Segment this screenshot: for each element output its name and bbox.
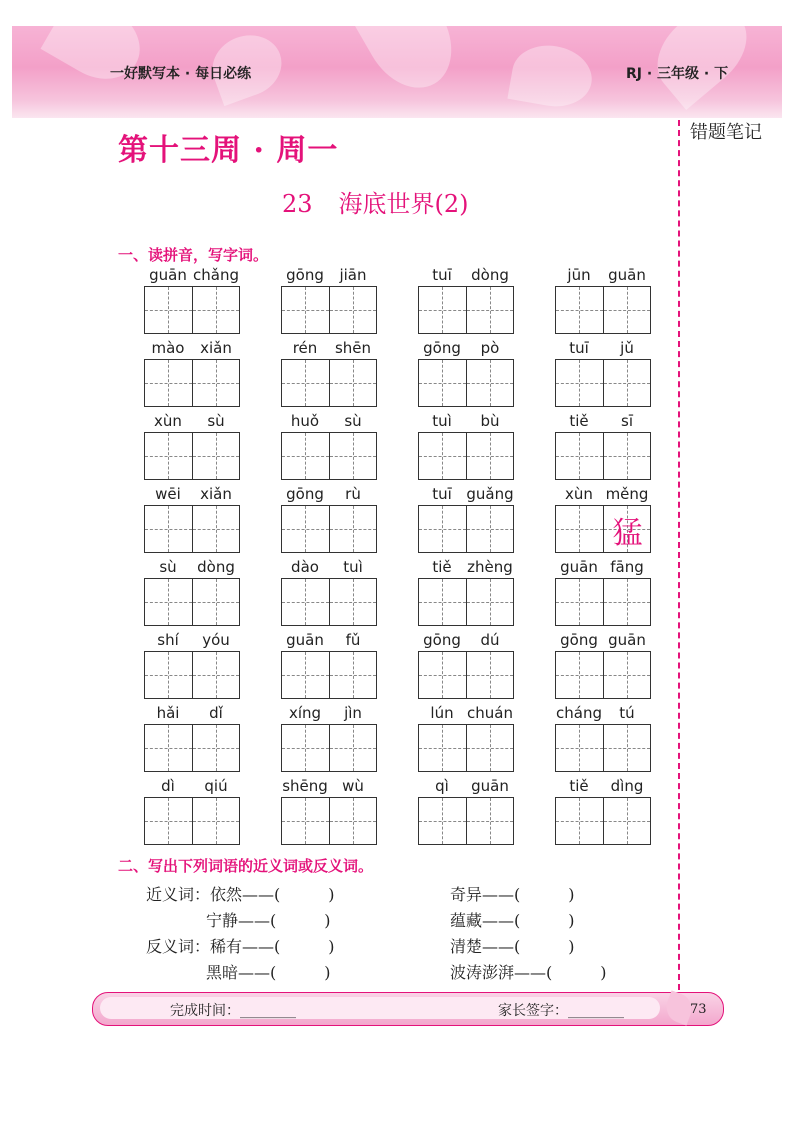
character-box[interactable] [192,506,240,552]
character-box[interactable] [282,287,329,333]
character-box[interactable] [466,725,514,771]
book-title: 一好默写本 · 每日必练 [110,66,252,82]
pinyin-syllable: guān [560,558,598,576]
pinyin-label [281,266,377,284]
pinyin-syllable: fāng [610,558,644,576]
antonym-item[interactable]: 反义词：稀有——( ) [146,937,335,956]
character-box[interactable] [419,798,466,844]
pinyin-syllable: yóu [202,631,230,649]
character-box[interactable] [603,506,651,552]
character-box[interactable] [419,579,466,625]
writing-boxes[interactable] [281,724,377,772]
character-box[interactable] [466,579,514,625]
character-box[interactable] [145,579,192,625]
word-cell [257,700,367,774]
pinyin-label [555,266,651,284]
character-box[interactable] [145,652,192,698]
character-box[interactable] [145,725,192,771]
pinyin-syllable: tuī [569,339,589,357]
pinyin-syllable: cháng [556,704,602,722]
word-cell [257,627,367,701]
character-box[interactable] [556,433,603,479]
character-box[interactable] [145,287,192,333]
character-box[interactable] [556,798,603,844]
pinyin-label [555,704,651,722]
character-box[interactable] [145,360,192,406]
synonym-item[interactable]: 宁静——( ) [206,911,331,930]
character-box[interactable] [603,433,651,479]
character-box[interactable] [282,360,329,406]
synonym-item[interactable]: 蕴藏——( ) [450,911,575,930]
pinyin-label [144,558,240,576]
pinyin-syllable: xùn [565,485,593,503]
writing-boxes[interactable] [418,578,514,626]
character-box[interactable] [603,287,651,333]
writing-boxes[interactable] [555,578,651,626]
character-box[interactable] [329,725,377,771]
pinyin-syllable: zhèng [467,558,513,576]
pinyin-label [281,704,377,722]
day-title: 第十三周 · 周一 [118,133,339,168]
character-box[interactable] [329,798,377,844]
antonym-item[interactable]: 清楚——( ) [450,937,575,956]
character-box[interactable] [192,725,240,771]
writing-boxes[interactable] [418,724,514,772]
pinyin-label [555,339,651,357]
pinyin-syllable: tuī [432,485,452,503]
pinyin-syllable: dǐ [209,704,223,722]
pinyin-label [281,631,377,649]
pinyin-syllable: guǎng [466,485,514,503]
word-cell [394,408,504,482]
parent-signature-field[interactable]: 家长签字：________ [498,1003,624,1019]
pinyin-syllable: dú [480,631,500,649]
character-box[interactable] [556,579,603,625]
word-cell [394,773,509,847]
writing-boxes[interactable] [555,432,651,480]
pinyin-syllable: gōng [286,485,324,503]
pinyin-syllable: rén [292,339,318,357]
word-cell [531,627,646,701]
pinyin-label [555,412,651,430]
character-box[interactable] [282,433,329,479]
word-cell [394,554,513,628]
word-cell [394,481,514,555]
pinyin-syllable: chuán [467,704,513,722]
writing-boxes[interactable] [555,724,651,772]
character-box[interactable] [282,652,329,698]
word-cell [257,773,367,847]
pinyin-syllable: huǒ [290,412,320,430]
pinyin-label [555,631,651,649]
pinyin-syllable: chǎng [193,266,239,284]
pinyin-label [144,777,240,795]
lesson-title [282,184,469,219]
writing-boxes[interactable] [418,359,514,407]
writing-boxes[interactable] [144,505,240,553]
character-box[interactable] [466,798,514,844]
character-box[interactable] [192,798,240,844]
word-cell [257,408,367,482]
pinyin-label [144,704,240,722]
pinyin-syllable: tuì [343,558,363,576]
word-cell [531,262,646,336]
character-box[interactable] [192,287,240,333]
pinyin-label [418,558,514,576]
pinyin-label [555,558,651,576]
completion-time-field[interactable]: 完成时间：________ [170,1003,296,1019]
writing-boxes[interactable] [281,432,377,480]
character-box[interactable] [603,579,651,625]
word-cell [120,335,230,409]
pinyin-syllable: jūn [567,266,591,284]
writing-boxes[interactable] [418,286,514,334]
pinyin-syllable: hǎi [156,704,180,722]
character-box[interactable] [282,725,329,771]
writing-boxes[interactable] [555,651,651,699]
character-box[interactable] [329,579,377,625]
character-box[interactable] [282,506,329,552]
character-box[interactable] [556,506,603,552]
pinyin-syllable: qì [435,777,449,795]
character-box[interactable] [145,506,192,552]
word-cell [120,700,230,774]
character-box[interactable] [329,652,377,698]
pinyin-syllable: xíng [288,704,322,722]
word-cell [120,481,230,555]
pinyin-syllable: dòng [197,558,235,576]
pinyin-label [281,485,377,503]
pinyin-label [281,412,377,430]
character-box[interactable] [282,798,329,844]
pinyin-syllable: wēi [155,485,181,503]
section1-heading: 一、读拼音，写字词。 [118,246,269,264]
pinyin-label [144,266,240,284]
pinyin-label [418,777,514,795]
writing-boxes[interactable] [281,651,377,699]
character-box[interactable] [603,652,651,698]
word-cell [120,554,235,628]
pinyin-syllable: xiǎn [200,485,232,503]
character-box[interactable] [603,360,651,406]
writing-boxes[interactable] [281,797,377,845]
lesson-name: 海底世界(2) [338,190,469,218]
character-box[interactable] [329,360,377,406]
pinyin-syllable: gōng [423,631,461,649]
word-cell [257,262,367,336]
word-cell [531,481,649,555]
pinyin-syllable: guān [608,266,646,284]
side-divider [678,120,680,990]
writing-boxes[interactable] [281,286,377,334]
character-box[interactable] [329,287,377,333]
pinyin-syllable: tú [619,704,635,722]
character-box[interactable] [282,579,329,625]
word-cell [120,627,230,701]
pinyin-syllable: sù [207,412,225,430]
pinyin-syllable: dì [161,777,175,795]
pinyin-label [281,339,377,357]
writing-boxes[interactable] [144,432,240,480]
character-box[interactable] [192,433,240,479]
word-cell [120,408,230,482]
synonym-item[interactable]: 奇异——( ) [450,885,575,904]
character-box[interactable] [466,287,514,333]
word-cell [531,335,641,409]
character-box[interactable] [466,652,514,698]
pinyin-label [418,631,514,649]
character-box[interactable] [145,798,192,844]
pinyin-syllable: guān [149,266,187,284]
pinyin-syllable: fǔ [345,631,361,649]
writing-boxes[interactable] [281,578,377,626]
pinyin-label [555,485,651,503]
character-box[interactable] [192,360,240,406]
pinyin-label [418,412,514,430]
pinyin-syllable: xùn [154,412,182,430]
word-cell [394,627,504,701]
pinyin-syllable: qiú [204,777,228,795]
pinyin-syllable: mào [151,339,185,357]
writing-boxes[interactable] [144,724,240,772]
writing-boxes[interactable] [418,505,514,553]
pinyin-label [281,558,377,576]
word-cell [394,335,504,409]
character-box[interactable] [192,579,240,625]
pinyin-syllable: sù [344,412,362,430]
pinyin-syllable: tiě [569,777,589,795]
handwritten-character: 猛 [612,516,643,551]
pinyin-label [418,485,514,503]
pinyin-syllable: guān [471,777,509,795]
pinyin-label [144,631,240,649]
synonym-item[interactable]: 近义词：依然——( ) [146,885,335,904]
pinyin-syllable: dào [291,558,319,576]
pinyin-syllable: jǔ [620,339,634,357]
pinyin-syllable: rù [345,485,361,503]
character-box[interactable] [556,725,603,771]
writing-boxes[interactable] [144,651,240,699]
character-box[interactable] [556,287,603,333]
character-box[interactable] [329,506,377,552]
pinyin-syllable: tiě [432,558,452,576]
writing-boxes[interactable] [555,505,651,553]
section2-heading: 二、写出下列词语的近义词或反义词。 [118,857,374,875]
pinyin-syllable: gōng [423,339,461,357]
character-box[interactable] [192,652,240,698]
pinyin-label [144,412,240,430]
pinyin-label [418,704,514,722]
word-cell [120,262,239,336]
pinyin-syllable: shēng [282,777,328,795]
pinyin-syllable: lún [430,704,454,722]
word-cell [257,481,367,555]
character-box[interactable] [419,433,466,479]
character-box[interactable] [419,360,466,406]
writing-boxes[interactable] [281,359,377,407]
character-box[interactable] [603,798,651,844]
writing-boxes[interactable] [281,505,377,553]
pinyin-syllable: bù [480,412,500,430]
grade-label: RJ · 三年级 · 下 [626,66,729,82]
writing-boxes[interactable] [555,797,651,845]
page-number: 73 [690,1002,707,1017]
pinyin-label [555,777,651,795]
pinyin-syllable: guān [286,631,324,649]
pinyin-label [144,339,240,357]
pinyin-syllable: shēn [334,339,372,357]
pinyin-syllable: sī [621,412,633,430]
lesson-number: 23 [282,190,313,218]
writing-boxes[interactable] [144,578,240,626]
word-cell [257,554,367,628]
writing-boxes[interactable] [555,286,651,334]
writing-boxes[interactable] [418,651,514,699]
pinyin-syllable: wù [342,777,364,795]
pinyin-syllable: dìng [610,777,644,795]
writing-boxes[interactable] [144,286,240,334]
word-cell [257,335,372,409]
character-box[interactable] [466,433,514,479]
pinyin-syllable: guān [608,631,646,649]
character-box[interactable] [419,506,466,552]
character-box[interactable] [603,725,651,771]
pinyin-syllable: jìn [344,704,362,722]
pinyin-syllable: jiān [339,266,367,284]
pinyin-syllable: tuī [432,266,452,284]
antonym-item[interactable]: 波涛澎湃——( ) [450,963,607,982]
antonym-item[interactable]: 黑暗——( ) [206,963,331,982]
character-box[interactable] [466,506,514,552]
writing-boxes[interactable] [418,432,514,480]
word-cell [531,700,641,774]
character-box[interactable] [419,287,466,333]
character-box[interactable] [419,725,466,771]
word-cell [531,773,644,847]
pinyin-label [144,485,240,503]
mistake-notes-label: 错题笔记 [690,122,762,143]
character-box[interactable] [556,360,603,406]
pinyin-syllable: dòng [471,266,509,284]
writing-boxes[interactable] [144,797,240,845]
word-cell [531,408,641,482]
word-cell [531,554,644,628]
character-box[interactable] [419,652,466,698]
writing-boxes[interactable] [418,797,514,845]
word-cell [120,773,230,847]
pinyin-syllable: gōng [286,266,324,284]
character-box[interactable] [466,360,514,406]
pinyin-syllable: tiě [569,412,589,430]
pinyin-syllable: xiǎn [200,339,232,357]
pinyin-label [418,266,514,284]
character-box[interactable] [329,433,377,479]
pinyin-label [418,339,514,357]
writing-boxes[interactable] [555,359,651,407]
word-cell [394,700,513,774]
pinyin-syllable: gōng [560,631,598,649]
pinyin-syllable: měng [605,485,649,503]
pinyin-syllable: pò [480,339,500,357]
character-box[interactable] [145,433,192,479]
writing-boxes[interactable] [144,359,240,407]
word-cell [394,262,509,336]
pinyin-label [281,777,377,795]
character-box[interactable] [556,652,603,698]
pinyin-syllable: sù [159,558,177,576]
pinyin-syllable: tuì [432,412,452,430]
pinyin-syllable: shí [157,631,179,649]
